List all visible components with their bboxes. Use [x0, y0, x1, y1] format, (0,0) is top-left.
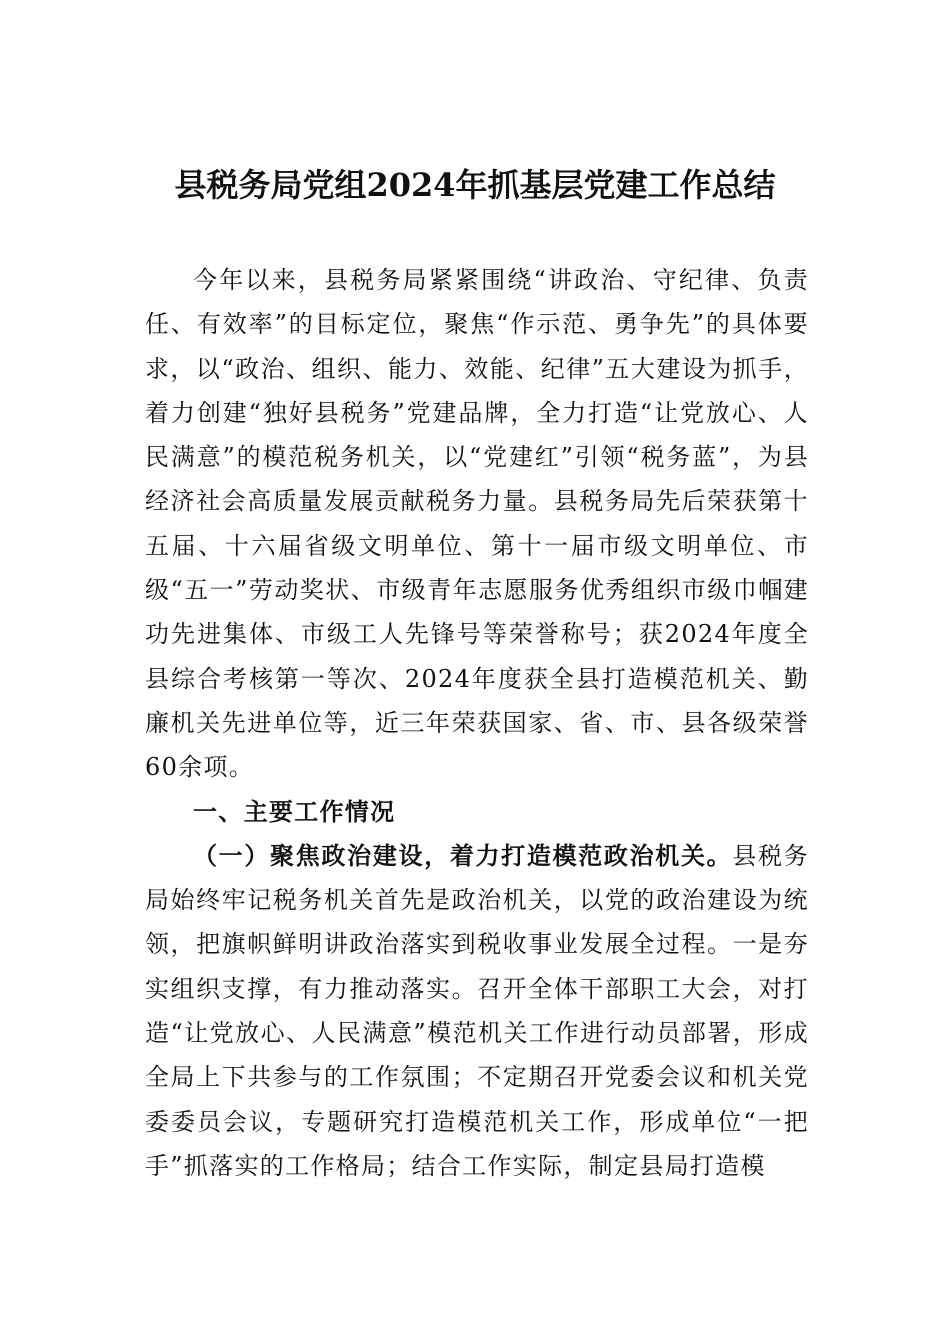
section-heading: 一、主要工作情况 — [193, 797, 396, 826]
intro-paragraph: 今年以来，县税务局紧紧围绕“讲政治、守纪律、负责任、有效率”的目标定位，聚焦“作示范、勇争先”的具体要求，以“政治、组织、能力、效能、纪律”五大建设为抓手，着力创建“独好县税务”党建品牌，全力打造“让党放心、人民满意”的模范税务机关，以“党建红”引领“税务蓝”，为县经济社会高质量发展贡献税务力量。县税务局先后荣获第十五届、十六届省级文明单位、第十一届市级文明单位、市级“五一”劳动奖状、市级青年志愿服务优秀组织市级巾帼建功先进集体、市级工人先锋号等荣誉称号；获2024年度全县综合考核第一等次、2024年度获全县打造模范机关、勤廉机关先进单位等，近三年荣获国家、省、市、县各级荣誉60余项。 — [145, 266, 809, 782]
document-title: 县税务局党组2024年抓基层党建工作总结 — [174, 166, 776, 204]
subsection-paragraph — [145, 834, 809, 1188]
document-body — [145, 258, 809, 1188]
subsection-body: 县税务局始终牢记税务机关首先是政治机关，以党的政治建设为统领，把旗帜鲜明讲政治落实到税收事业发展全过程。一是夯实组织支撑，有力推动落实。召开全体干部职工大会，对打造“让党放心、人民满意”模范机关工作进行动员部署，形成全局上下共参与的工作氛围；不定期召开党委会议和机关党委委员会议，专题研究打造模范机关工作，形成单位“一把手”抓落实的工作格局；结合工作实际，制定县局打造模 — [145, 841, 809, 1180]
subsection-lead: （一）聚焦政治建设，着力打造模范政治机关。 — [193, 840, 733, 870]
